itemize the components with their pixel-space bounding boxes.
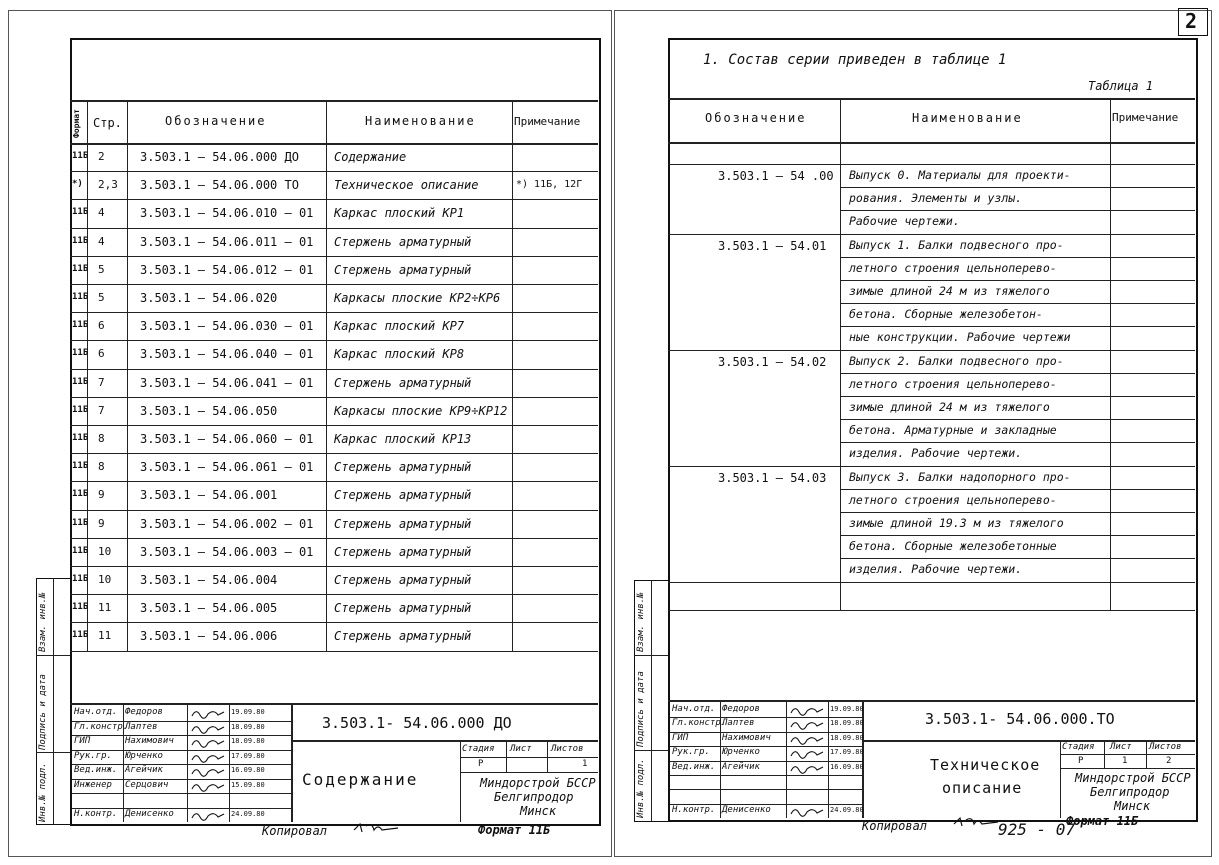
right-stamp-name: Лаптев bbox=[722, 718, 755, 729]
right-sheets-label: Листов bbox=[1149, 742, 1182, 752]
left-stamp-name: Юрченко bbox=[125, 750, 163, 761]
left-row-code: 3.503.1 – 54.06.041 – 01 bbox=[140, 375, 314, 390]
right-copied-signature bbox=[952, 814, 1002, 830]
left-stamp-date: 15.09.80 bbox=[231, 780, 265, 789]
left-row-page: 5 bbox=[98, 291, 105, 304]
left-row-name: Стержень арматурный bbox=[334, 460, 472, 475]
left-row-page: 6 bbox=[98, 347, 105, 361]
right-format: Формат 11Б bbox=[1066, 814, 1139, 828]
right-row-code: 3.503.1 – 54.01 bbox=[718, 238, 827, 253]
left-stamp-signature bbox=[190, 706, 226, 720]
left-row-format: 11Б bbox=[72, 630, 89, 641]
right-row-name-line: Рабочие чертежи. bbox=[849, 214, 960, 229]
left-stamp-name: Агейчик bbox=[125, 765, 163, 775]
left-stamp-role: Н.контр. bbox=[74, 808, 118, 819]
left-row-format: 11Б bbox=[72, 461, 89, 472]
right-row-name-line: бетона. Арматурные и закладные bbox=[849, 423, 1057, 438]
left-stamp-name: Денисенко bbox=[125, 808, 174, 819]
left-row-name: Стержень арматурный bbox=[334, 262, 472, 277]
right-row-name-line: бетона. Сборные железобетонные bbox=[849, 539, 1057, 554]
left-row-format: 11Б bbox=[72, 292, 89, 302]
right-stamp-role: Нач.отд. bbox=[672, 704, 716, 714]
right-doc-code: 3.503.1- 54.06.000.ТО bbox=[925, 710, 1115, 728]
right-doc-title-1: Техническое bbox=[930, 756, 1041, 774]
left-row-code: 3.503.1 – 54.06.003 – 01 bbox=[140, 544, 314, 559]
right-sheet-label: Лист bbox=[1110, 742, 1132, 752]
right-row-code: 3.503.1 – 54.02 bbox=[718, 354, 827, 369]
left-row-page: 10 bbox=[98, 544, 112, 558]
left-stamp-date: 18.09.80 bbox=[231, 722, 265, 731]
right-stamp-date: 19.09.80 bbox=[830, 705, 864, 713]
left-row-code: 3.503.1 – 54.06.001 bbox=[140, 488, 278, 503]
right-stamp-date: 16.09.80 bbox=[830, 762, 864, 771]
left-row-name: Каркасы плоские КР9÷КР12 bbox=[334, 403, 508, 418]
right-row-name-line: зимые длиной 24 м из тяжелого bbox=[849, 400, 1050, 414]
left-row-code: 3.503.1 – 54.06.005 bbox=[140, 601, 278, 616]
right-stamp-name: Агейчик bbox=[722, 761, 760, 772]
right-copied-label: Копировал bbox=[862, 819, 928, 833]
left-stamp-name: Федоров bbox=[125, 707, 163, 717]
right-org-1: Миндорстрой БССР bbox=[1075, 771, 1191, 785]
left-stamp-role: Гл.констр. bbox=[74, 721, 129, 732]
left-row-page: 11 bbox=[98, 629, 112, 643]
right-stamp-name: Юрченко bbox=[722, 747, 760, 758]
left-row-note: *) 11Б, 12Г bbox=[516, 179, 583, 191]
left-row-page: 4 bbox=[98, 206, 105, 220]
left-org-2: Белгипродор bbox=[494, 790, 574, 804]
right-stamp-signature bbox=[789, 703, 825, 717]
left-org-1: Миндорстрой БССР bbox=[480, 776, 596, 790]
right-row-name-line: Выпуск 1. Балки подвесного про- bbox=[849, 237, 1064, 252]
right-stamp-signature bbox=[789, 717, 825, 731]
left-stamp-role: ГИП bbox=[74, 736, 91, 746]
left-row-format: 11Б bbox=[72, 207, 89, 218]
left-row-name: Стержень арматурный bbox=[334, 601, 472, 616]
left-row-name: Стержень арматурный bbox=[334, 544, 472, 559]
right-row-name-line: зимые длиной 24 м из тяжелого bbox=[849, 284, 1050, 298]
left-row-code: 3.503.1 – 54.06.000 ДО bbox=[140, 150, 299, 164]
left-stage-value: Р bbox=[478, 759, 484, 769]
left-stamp-role: Вед.инж. bbox=[74, 765, 118, 775]
left-row-page: 2,3 bbox=[98, 178, 118, 192]
left-stamp-date: 18.09.80 bbox=[231, 737, 265, 745]
left-row-code: 3.503.1 – 54.06.006 bbox=[140, 629, 278, 644]
left-row-code: 3.503.1 – 54.06.011 – 01 bbox=[140, 234, 314, 249]
right-stage-label: Стадия bbox=[1062, 742, 1095, 752]
left-stamp-date: 17.09.80 bbox=[231, 751, 265, 760]
right-row-code: 3.503.1 – 54.03 bbox=[718, 470, 827, 485]
right-stage-value: Р bbox=[1078, 756, 1084, 766]
left-sheet-value: 1 bbox=[582, 759, 588, 769]
left-format: Формат 11Б bbox=[478, 823, 551, 837]
right-doc-title-2: описание bbox=[942, 779, 1023, 797]
left-row-name: Техническое описание bbox=[334, 178, 479, 193]
left-row-code: 3.503.1 – 54.06.050 bbox=[140, 403, 278, 418]
left-row-name: Стержень арматурный bbox=[334, 573, 472, 587]
left-row-page: 9 bbox=[98, 516, 105, 530]
left-stamp-date: 24.09.80 bbox=[231, 809, 265, 818]
right-org-3: Минск bbox=[1114, 799, 1151, 813]
left-stamp-role: Нач.отд. bbox=[74, 707, 118, 717]
left-stamp-name: Серцович bbox=[125, 779, 169, 790]
left-row-format: 11Б bbox=[72, 489, 89, 500]
left-stamp-signature bbox=[190, 808, 226, 822]
left-row-format: *) bbox=[72, 179, 83, 190]
right-stamp-name: Нахимович bbox=[722, 732, 771, 743]
right-row-name-line: летного строения цельноперево- bbox=[849, 260, 1057, 275]
left-row-page: 9 bbox=[98, 488, 105, 502]
left-header-name: Наименование bbox=[365, 114, 476, 128]
right-header-name: Наименование bbox=[912, 111, 1023, 125]
right-row-name-line: ные конструкции. Рабочие чертежи bbox=[849, 330, 1071, 345]
right-heading: 1. Состав серии приведен в таблице 1 bbox=[703, 52, 1007, 68]
left-row-format: 11Б bbox=[72, 263, 89, 274]
left-row-format: 11Б bbox=[72, 320, 89, 331]
right-row-name-line: Выпуск 2. Балки подвесного про- bbox=[849, 353, 1064, 368]
left-row-format: 11Б bbox=[72, 376, 89, 387]
right-row-name-line: зимые длиной 19.3 м из тяжелого bbox=[849, 516, 1064, 530]
left-row-name: Каркас плоский КР7 bbox=[334, 319, 465, 334]
left-row-format: 11Б bbox=[72, 235, 89, 246]
left-row-format: 11Б bbox=[72, 151, 89, 161]
left-header-page: Стр. bbox=[93, 116, 122, 130]
right-stamp-role: Н.контр. bbox=[672, 804, 716, 815]
left-stamp-signature bbox=[190, 750, 226, 764]
right-row-name-line: бетона. Сборные железобетон- bbox=[849, 307, 1043, 322]
right-stamp-signature bbox=[789, 746, 825, 760]
right-header-note: Примечание bbox=[1112, 111, 1179, 124]
left-row-page: 11 bbox=[98, 601, 112, 615]
left-row-code: 3.503.1 – 54.06.060 – 01 bbox=[140, 432, 314, 446]
right-stamp-signature bbox=[789, 804, 825, 818]
right-row-name-line: летного строения цельноперево- bbox=[849, 376, 1057, 391]
left-header-code: Обозначение bbox=[165, 114, 267, 128]
right-row-name-line: летного строения цельноперево- bbox=[849, 492, 1057, 507]
right-header-code: Обозначение bbox=[705, 111, 807, 125]
left-row-code: 3.503.1 – 54.06.040 – 01 bbox=[140, 347, 314, 362]
right-org-2: Белгипродор bbox=[1090, 785, 1170, 799]
left-side-label-inv: Инв.№ подл. bbox=[38, 762, 48, 822]
left-row-name: Стержень арматурный bbox=[334, 488, 472, 503]
right-stamp-name: Денисенко bbox=[722, 804, 771, 815]
right-table-label: Таблица 1 bbox=[1088, 79, 1154, 93]
right-side-label-replace: Взам. инв.№ bbox=[636, 592, 646, 652]
left-row-name: Каркас плоский КР13 bbox=[334, 432, 472, 446]
right-row-name-line: изделия. Рабочие чертежи. bbox=[849, 446, 1023, 461]
right-stamp-role: Рук.гр. bbox=[672, 747, 710, 758]
left-row-page: 8 bbox=[98, 460, 105, 474]
right-stamp-signature bbox=[789, 732, 825, 746]
right-stamp-date: 24.09.80 bbox=[830, 805, 864, 814]
left-org-3: Минск bbox=[520, 804, 557, 818]
left-row-name: Содержание bbox=[334, 150, 407, 164]
left-row-name: Стержень арматурный bbox=[334, 234, 472, 249]
left-row-name: Каркас плоский КР1 bbox=[334, 206, 465, 221]
left-stamp-signature bbox=[190, 721, 226, 735]
right-row-name-line: изделия. Рабочие чертежи. bbox=[849, 562, 1023, 577]
left-row-format: 11Б bbox=[72, 574, 89, 584]
left-row-page: 7 bbox=[98, 375, 105, 389]
right-stamp-role: ГИП bbox=[672, 732, 689, 743]
left-row-code: 3.503.1 – 54.06.002 – 01 bbox=[140, 516, 314, 531]
left-row-page: 2 bbox=[98, 150, 105, 163]
left-stamp-signature bbox=[190, 764, 226, 778]
left-row-format: 11Б bbox=[72, 517, 89, 528]
left-stamp-date: 16.09.80 bbox=[231, 766, 265, 774]
left-side-label-sign: Подпись и дата bbox=[38, 674, 48, 750]
left-row-code: 3.503.1 – 54.06.000 ТО bbox=[140, 178, 299, 193]
right-stamp-name: Федоров bbox=[722, 704, 760, 714]
right-sheets-value: 2 bbox=[1166, 756, 1172, 766]
left-header-format: Формат bbox=[72, 109, 81, 138]
left-row-page: 10 bbox=[98, 573, 112, 586]
left-stage-label: Стадия bbox=[462, 744, 495, 754]
left-copied-label: Копировал bbox=[262, 824, 328, 838]
right-stamp-date: 17.09.80 bbox=[830, 748, 864, 757]
left-row-code: 3.503.1 – 54.06.020 bbox=[140, 291, 278, 305]
right-copy-number: 925 - 07 bbox=[998, 820, 1076, 839]
left-stamp-name: Нахимович bbox=[125, 736, 174, 746]
left-row-code: 3.503.1 – 54.06.010 – 01 bbox=[140, 206, 314, 221]
left-row-name: Каркасы плоские КР2÷КР6 bbox=[334, 291, 501, 305]
left-row-format: 11Б bbox=[72, 433, 89, 443]
left-header-note: Примечание bbox=[514, 115, 581, 128]
left-row-code: 3.503.1 – 54.06.061 – 01 bbox=[140, 460, 314, 475]
left-copied-signature bbox=[352, 820, 402, 836]
left-row-code: 3.503.1 – 54.06.012 – 01 bbox=[140, 262, 314, 277]
left-row-format: 11Б bbox=[72, 602, 89, 613]
left-row-name: Каркас плоский КР8 bbox=[334, 347, 465, 362]
right-stamp-date: 18.09.80 bbox=[830, 719, 864, 728]
right-stamp-date: 18.09.80 bbox=[830, 733, 864, 742]
right-side-label-sign: Подпись и дата bbox=[636, 671, 646, 747]
left-row-format: 11Б bbox=[72, 404, 89, 415]
left-row-name: Стержень арматурный bbox=[334, 629, 472, 644]
left-row-page: 4 bbox=[98, 234, 105, 248]
left-stamp-role: Инженер bbox=[74, 779, 112, 790]
left-row-code: 3.503.1 – 54.06.030 – 01 bbox=[140, 319, 314, 334]
left-doc-code: 3.503.1- 54.06.000 ДО bbox=[322, 714, 512, 732]
left-row-page: 7 bbox=[98, 403, 105, 417]
left-stamp-date: 19.09.80 bbox=[231, 708, 265, 716]
right-stamp-role: Гл.констр. bbox=[672, 718, 727, 729]
right-row-name-line: Выпуск 3. Балки надопорного про- bbox=[849, 469, 1071, 484]
right-sheet-value: 1 bbox=[1122, 756, 1128, 766]
left-row-page: 8 bbox=[98, 432, 105, 445]
right-row-name-line: рования. Элементы и узлы. bbox=[849, 191, 1023, 206]
left-row-name: Стержень арматурный bbox=[334, 516, 472, 531]
right-row-code: 3.503.1 – 54 .00 bbox=[718, 169, 834, 183]
left-stamp-signature bbox=[190, 735, 226, 749]
left-row-page: 5 bbox=[98, 262, 105, 276]
left-doc-title: Содержание bbox=[302, 770, 419, 789]
right-row-name-line: Выпуск 0. Материалы для проекти- bbox=[849, 168, 1071, 182]
left-row-format: 11Б bbox=[72, 545, 89, 556]
left-stamp-signature bbox=[190, 779, 226, 793]
left-row-format: 11Б bbox=[72, 348, 89, 359]
right-stamp-role: Вед.инж. bbox=[672, 761, 716, 772]
left-row-name: Стержень арматурный bbox=[334, 375, 472, 390]
right-stamp-signature bbox=[789, 761, 825, 775]
page-number: 2 bbox=[1185, 9, 1198, 33]
left-row-page: 6 bbox=[98, 319, 105, 333]
left-sheets-label: Листов bbox=[551, 744, 584, 754]
left-stamp-name: Лаптев bbox=[125, 721, 158, 732]
left-side-label-replace: Взам. инв.№ bbox=[38, 592, 48, 652]
right-side-label-inv: Инв.№ подл. bbox=[636, 758, 646, 818]
left-row-code: 3.503.1 – 54.06.004 bbox=[140, 573, 278, 587]
left-stamp-role: Рук.гр. bbox=[74, 750, 112, 761]
left-sheet-label: Лист bbox=[510, 744, 532, 754]
